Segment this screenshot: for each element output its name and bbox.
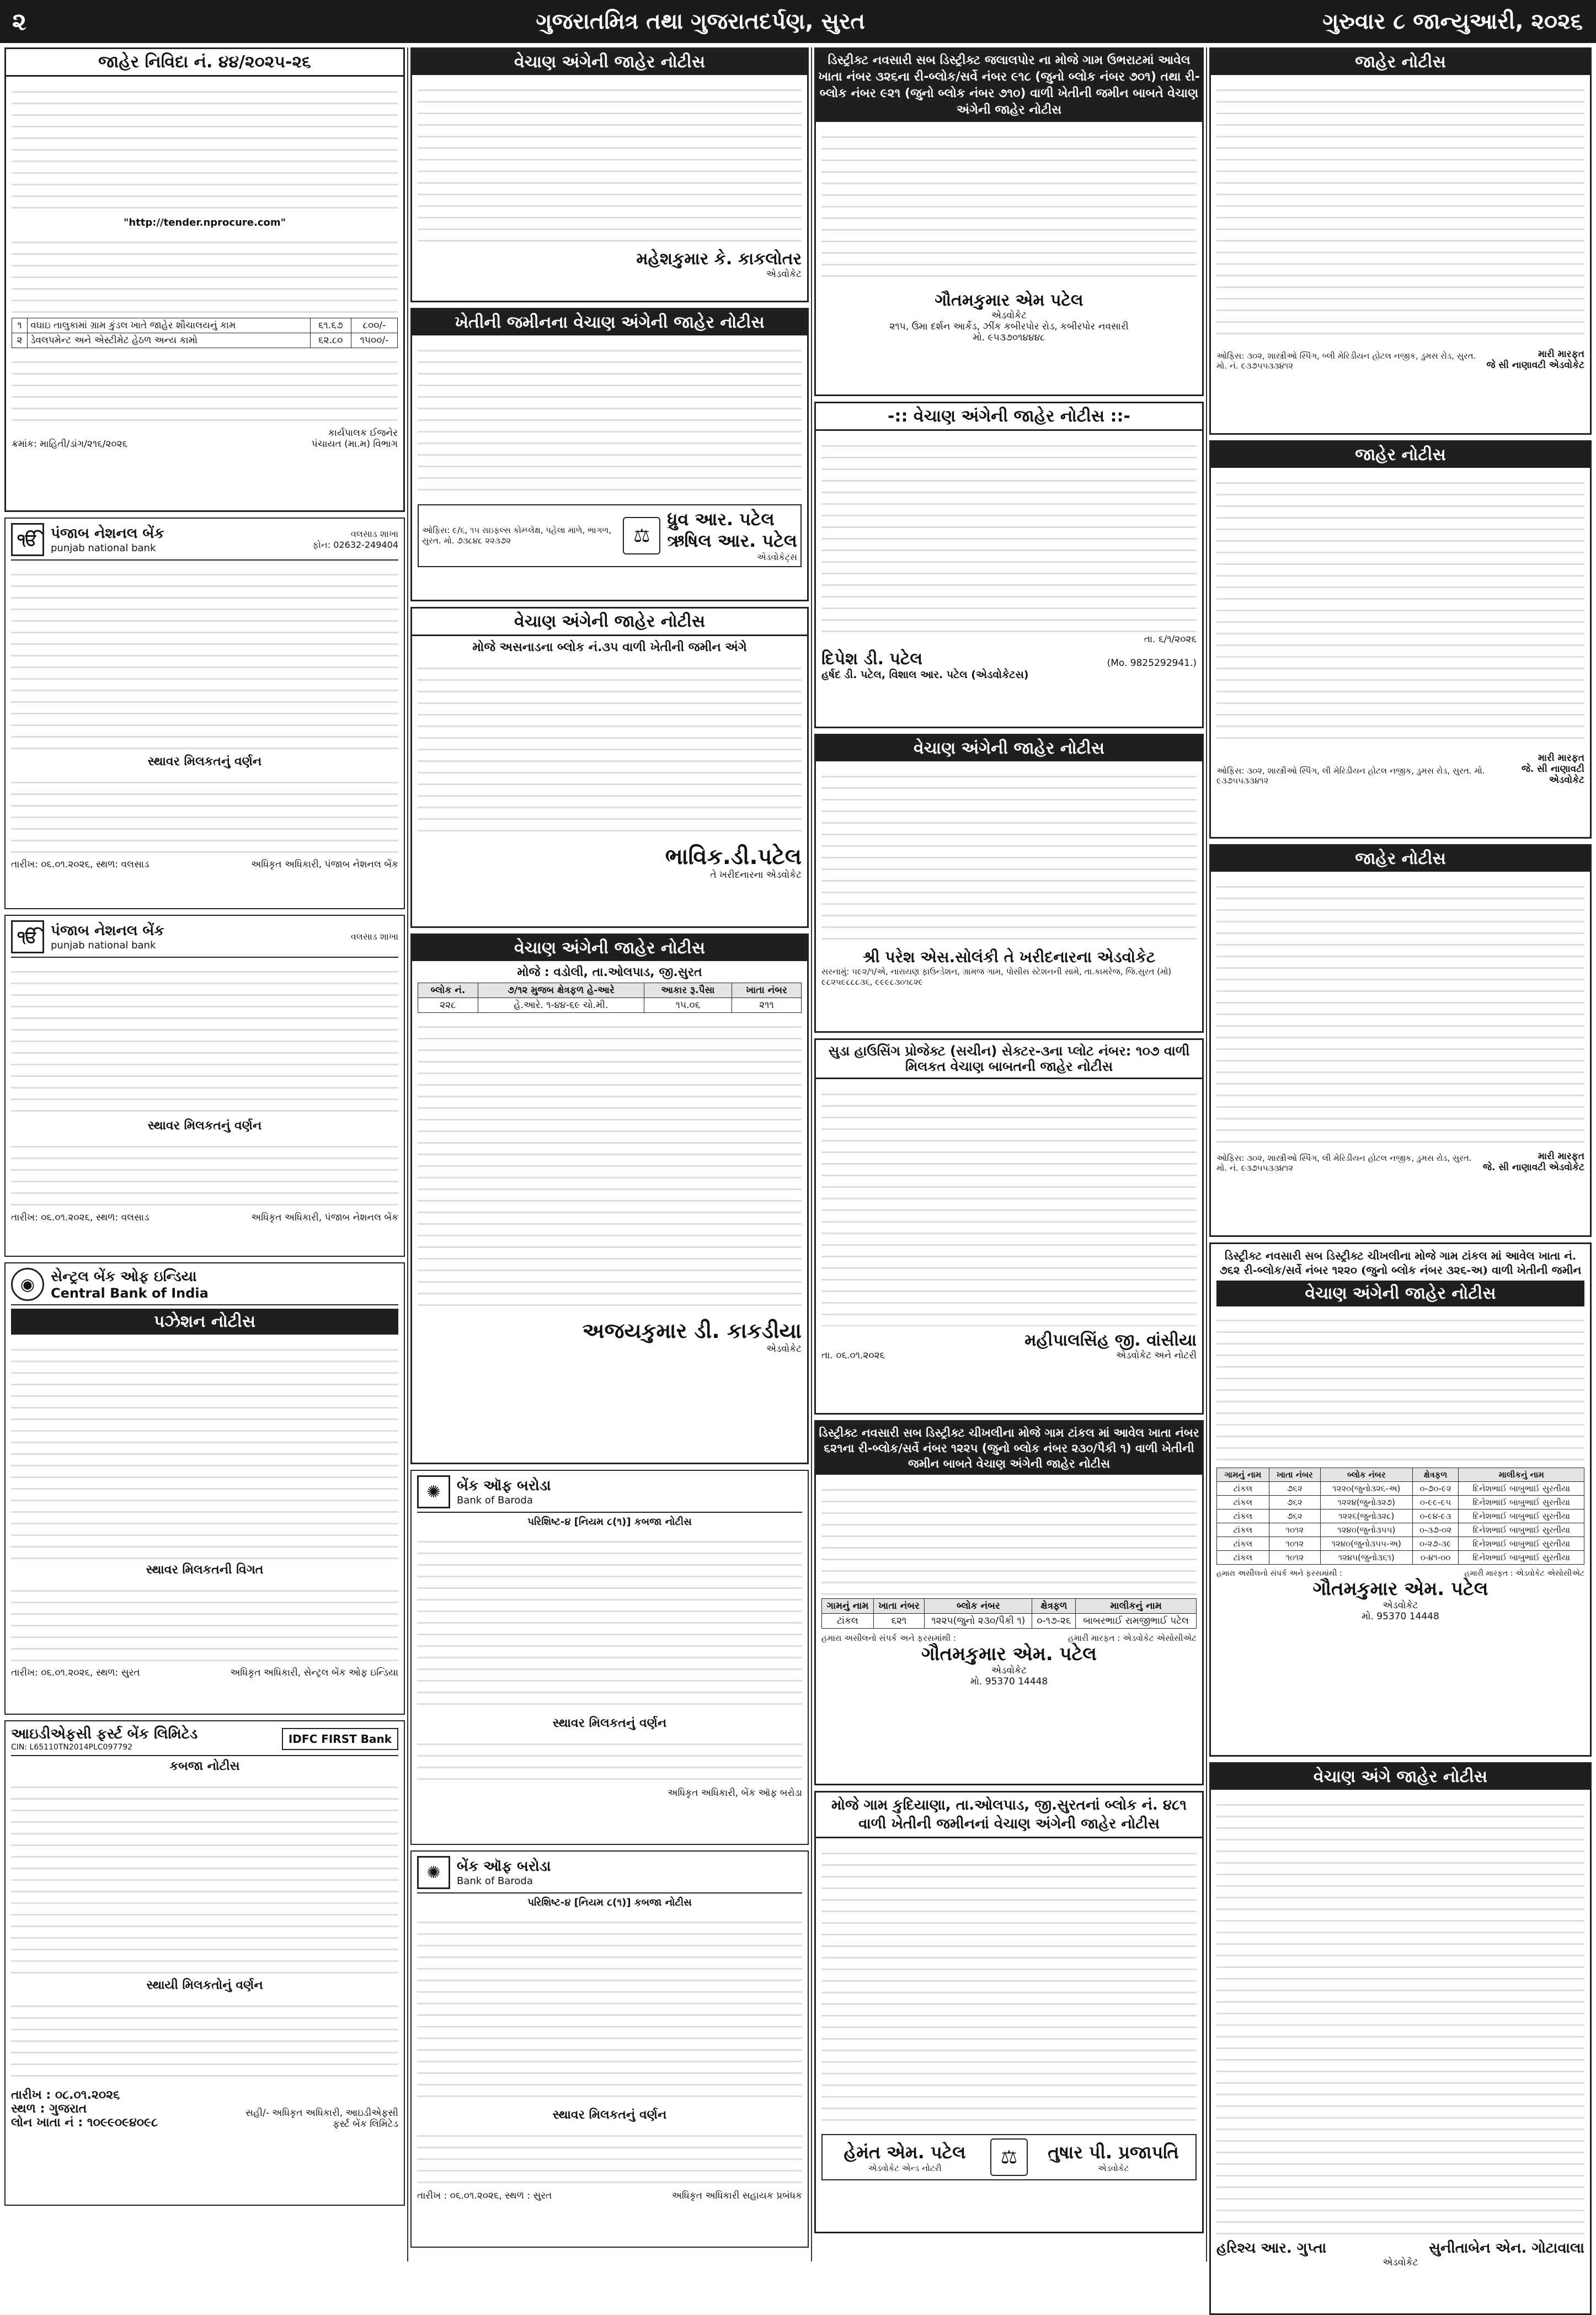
sale-notice-1 (410, 47, 809, 302)
table-cell: ટાંકલ (1217, 1551, 1269, 1565)
table-cell: હે.આરે. ૧-૪૪-૬૯ ચો.મી. (478, 998, 644, 1013)
land-notice-tankal (814, 1420, 1204, 1785)
bank-name-en: Bank of Baroda (457, 1495, 533, 1506)
notice-signature (1216, 2240, 1584, 2257)
office-address: ઓફિસ: ૩૦૨, શાસ્ત્રીઓ સ્પિંગ, લી મેરિડીયન હોટલ નજીક, ડુમસ રોડ, સુરત. મો. ૯૩૭૫૫૩૩૪૧૨ (1216, 766, 1485, 786)
lawyer-phone: (Mo. 9825292941.) (1107, 658, 1197, 669)
notice-title: -:: વેચાણ અંગેની જાહેર નોટીસ ::- (816, 403, 1202, 431)
tender-signature (12, 428, 398, 450)
lawyer-name: જે. સી નાણાવટી એડવોકેટ (1482, 1162, 1584, 1173)
column-rule (1206, 47, 1207, 2261)
cbi-signature (11, 1667, 398, 1678)
table-cell: ૦-૭૦-૯૨ (1412, 1482, 1459, 1496)
lawyer-role: તે ખરીદનારના એડવોકેટ (710, 870, 802, 881)
lawyer-address: ઓફિસ: ૯/૬, ૧૫ રાઇફલ્સ કોમ્પ્લેક્ષ, પહેલા માળે, ભાગળ, સુરત. મો. ૭૩૮૪૮ ૨૨૩૭૨ (422, 525, 612, 546)
table-header: ગામનું નામ (1217, 1468, 1269, 1482)
notice-title: જાહેર નોટીસ (1211, 49, 1590, 75)
pnb-property (11, 772, 398, 855)
notice-body (1216, 876, 1584, 1146)
bank-name: બેંક ઑફ બરોડા (457, 1858, 551, 1875)
lawyer-name: અજયકુમાર ડી. કાકડીયા (582, 1319, 802, 1343)
bank-name: સેન્ટ્રલ બેંક ઓફ ઇન્ડિયા (51, 1268, 197, 1285)
table-row (12, 333, 398, 348)
lawyer-name: ધ્રુવ આર. પટેલ (667, 509, 775, 530)
pnb2-sub: સ્થાવર મિલકતનું વર્ણન (147, 1119, 262, 1133)
lawyer-name: હરિશ્ચ આર. ગુપ્તા (1216, 2240, 1327, 2257)
pnb2-officer: અધિકૃત અધિકારી, પંજાબ નેશનલ બેંક (251, 1212, 398, 1223)
suda-notice (814, 1038, 1204, 1415)
notice-title: ખેતીની જમીનના વેચાણ અંગેની જાહેર નોટીસ (412, 310, 807, 335)
sign-left: હમારા અસીલનો સંપર્ક અને ફરસમાંથી : (1216, 1569, 1342, 1578)
column-3 (814, 47, 1204, 2261)
notice-signature (418, 249, 802, 280)
notice-signature (1216, 1151, 1584, 1173)
column-2 (410, 47, 809, 2261)
table-header-row (1217, 1468, 1584, 1482)
table-cell: દિનેશભાઈ બાબુભાઈ સુરતીયા (1459, 1551, 1584, 1565)
table-header: ખાતા નંબર (732, 983, 801, 998)
notice-title: મોજે ગામ કુદિયાણા, તા.ઓલપાડ, જી.સુરતનાં બ્લોક નં. ૪૮૧ વાળી ખેતીની જમીનનાં વેચાણ અંગેની જાહેર નોટીસ (816, 1793, 1202, 1838)
notice-title: સુડા હાઉસિંગ પ્રોજેક્ટ (સચીન) સેક્ટર-૩ના પ્લોટ નંબર: ૧૦૭ વાળી મિલકત વેચાણ બાબતની જાહેર નોટીસ (816, 1040, 1202, 1079)
table-cell: દિનેશભાઈ બાબુભાઈ સુરતીયા (1459, 1537, 1584, 1551)
idfc-loan: લોન ખાતા નં : ૧૦૯૯૦૯૪૦૯૮ (11, 2116, 158, 2130)
sale-notice-c4-5 (1209, 1762, 1592, 2315)
notice-signature (821, 649, 1197, 669)
bank-branch: વલસાડ શાખા (350, 529, 398, 539)
table-header: બ્લોક નં. (418, 983, 478, 998)
notice-body (821, 1479, 1197, 1595)
pnb-logo-icon: ੴ (11, 523, 44, 556)
sale-notice-4 (410, 934, 809, 1464)
table-header: ખાતા નંબર (1269, 1468, 1320, 1482)
lawyer-address: સરનામું: ૫૯૨/૧/એ, નારાયણ ફાઉન્ડેશન, ગ્રામજ ગામ, પોસીસ સ્ટેશનની સામે, તા.કામરેજ, જિ.સુરત (મો) ૯૮૨૫૯૮૮૮૩૬, ૯૯૯૮૩૦૧૮૨૯ (821, 967, 1172, 987)
table-cell: ટાંકલ (1217, 1509, 1269, 1523)
table-cell: ૭૬૨ (1269, 1496, 1320, 1509)
notice-title: જાહેર નોટીસ (1211, 442, 1590, 468)
column-4 (1209, 47, 1592, 2268)
notice-signature (821, 1633, 1197, 1643)
table-header: માલીકનું નામ (1459, 1468, 1584, 1482)
pnb-officer: અધિકૃત અધિકારી, પંજાબ નેશનલ બેંક (251, 859, 398, 870)
notice-title: વેચાણ અંગેની જાહેર નોટીસ (412, 935, 807, 961)
table-cell: ૭૬૨ (1269, 1482, 1320, 1496)
table-header-row (822, 1599, 1197, 1614)
sign-right: હમારી મારફત : એડવોકેટ એસોસીએટ (1068, 1633, 1197, 1643)
idfc-date: તારીખ : ૦૮.૦૧.૨૦૨૬ (11, 2088, 120, 2102)
bob2-title: પરિશિષ્ટ-૪ [નિયમ ૮(૧)] કબજા નોટીસ (527, 1897, 692, 1908)
lawyer-role: એડવોકેટ (1383, 1600, 1418, 1611)
notice-body (1216, 472, 1584, 748)
lawyer-name-2: ઋષિલ આર. પટેલ (667, 530, 797, 551)
table-cell: ૧ (12, 318, 28, 333)
column-rule (407, 47, 408, 2261)
bank-header (11, 1268, 398, 1305)
land-notice-ubharat (814, 47, 1204, 396)
bank-name-en: punjab national bank (51, 940, 156, 951)
tender-dept: પંચાયત (મા.મ) વિભાગ (311, 439, 398, 450)
lawyer-name: જે. સી નાણાવટી એડવોકેટ (1521, 764, 1584, 786)
bank-branch: વલસાડ શાખા (350, 931, 398, 942)
sale-notice-c3-2 (814, 402, 1204, 728)
cbi-body (11, 1339, 398, 1560)
office-address: ઓફિસ: ૩૦૨, શાસ્ત્રીઓ સ્પિંગ, લી મેરિડીયન હોટલ નજીક, ડુમસ રોડ, સુરત. (1216, 1153, 1472, 1163)
lawyer-role: મારી મારફત (1538, 349, 1584, 360)
table-row (1217, 1537, 1584, 1551)
idfc-signature (11, 2088, 398, 2130)
page-number: ૨ (12, 7, 26, 36)
sale-notice-c3-3 (814, 734, 1204, 1033)
lawyer-role-2: એડવોકેટ (1097, 2163, 1129, 2173)
lawyer-role: એડવોકેટ (766, 269, 802, 280)
bob2-sub: સ્થાવર મિલકતનું વર્ણન (552, 2108, 667, 2122)
table-row (418, 998, 802, 1013)
table-row (822, 1614, 1197, 1629)
sale-notice-3 (410, 607, 809, 928)
table-cell: ૧૫૦૦/- (351, 333, 397, 348)
table-cell: ૦-૯૯-૯૫ (1412, 1496, 1459, 1509)
notice-body (418, 340, 802, 500)
table-cell: ૬૧.૬૭ (310, 318, 351, 333)
notice-title: વેચાણ અંગેની જાહેર નોટીસ (412, 609, 807, 636)
bank-header (417, 1856, 802, 1893)
table-row (1217, 1551, 1584, 1565)
table-header: બ્લોક નંબર (925, 1599, 1032, 1614)
table-cell: ૧૫.૦૬ (644, 998, 732, 1013)
notice-title: વેચાણ અંગેની જાહેર નોટીસ (816, 735, 1202, 761)
notice-title: વેચાણ અંગેની જાહેર નોટીસ (412, 49, 807, 75)
bob2-body (417, 1912, 802, 2105)
bob2-officer: અધિકૃત અધિકારી સહાયક પ્રબંધક (671, 2190, 802, 2201)
cbi-sub: સ્થાવર મિલકતની વિગત (146, 1563, 264, 1577)
table-cell: ૬૨૧ (873, 1614, 924, 1629)
notice-body (1216, 1310, 1584, 1464)
lawyer-phone: મો. ૯૫૩૭૦૧૪૪૪૮ (973, 332, 1045, 343)
lawyer-role: એડવોકેટ (991, 1665, 1027, 1676)
bob-signature (417, 1788, 802, 1799)
notice-body (821, 766, 1197, 948)
lawyer-name: ગૌતમકુમાર એમ. પટેલ (1312, 1578, 1488, 1600)
issue-date: ગુરુવાર ૮ જાન્યુઆરી, ૨૦૨૬ (1322, 9, 1583, 34)
bob-property (417, 1733, 802, 1783)
lawyer-role: એડવોકેટ (1383, 2257, 1418, 2268)
lawyer-name: ભાવિક.ડી.પટેલ (665, 844, 802, 870)
notice-signature (821, 1331, 1197, 1361)
pnb2-property (11, 1136, 398, 1208)
table-cell: ડેવલપમેન્ટ અને એસ્ટીમેટ હેઠળ અન્ય કામો (28, 333, 311, 348)
public-notice-3 (1209, 844, 1592, 1237)
tender-ref: ક્રમાંક: માહિતી/ડાંગ/૨૧૬/૨૦૨૬ (12, 439, 128, 450)
scales-icon: ⚖ (990, 2138, 1028, 2176)
pnb-body (11, 564, 398, 751)
column-rule (811, 47, 812, 2261)
lawyer-role: એડવોકેટ અને નોટરી (1116, 1350, 1197, 1361)
lawyer-name: જે સી નાણાવટી એડવોકેટ (1486, 360, 1584, 371)
idfc-property (11, 1996, 398, 2084)
table-cell: દિનેશભાઈ બાબુભાઈ સુરતીયા (1459, 1523, 1584, 1537)
notice-body (418, 1016, 802, 1314)
bank-name: પંજાબ નેશનલ બેંક (51, 922, 164, 939)
bank-header (417, 1475, 802, 1513)
bank-name: બેંક ઑફ બરોડા (457, 1477, 551, 1494)
lawyer-name-2: હર્ષદ ડી. પટેલ, વિશાલ આર. પટેલ (એડવોકેટસ) (821, 669, 1029, 681)
tender-authority: કાર્યપાલક ઈજનેર (328, 428, 398, 439)
sale-notice-2 (410, 308, 809, 601)
bob-logo-icon: ✺ (417, 1856, 450, 1889)
table-header: ગામનું નામ (822, 1599, 874, 1614)
masthead (0, 0, 1596, 43)
notice-signature (1216, 349, 1584, 371)
table-row (1217, 1496, 1584, 1509)
lawyer-name: દિપેશ ડી. પટેલ (821, 649, 923, 669)
notice-body (418, 658, 802, 840)
sign-left: હમારા અસીલનો સંપર્ક અને ફરસમાંથી : (821, 1633, 956, 1643)
table-header: ક્ષેત્રફળ (1412, 1468, 1459, 1482)
cbi-property (11, 1580, 398, 1663)
table-cell: ૭૬૨ (1269, 1509, 1320, 1523)
table-cell: ટાંકલ (1217, 1496, 1269, 1509)
bob2-signature (417, 2190, 802, 2201)
table-cell: ૨ (12, 333, 28, 348)
table-cell: ટાંકલ (1217, 1482, 1269, 1496)
office-address: ઓફિસ: ૩૦૨, શાસ્ત્રીઓ સ્પિંગ, બ્લી મેરિડીયન હોટલ નજીક, ડુમસ રોડ, સુરત. (1216, 351, 1476, 361)
notice-signature (1216, 1569, 1584, 1578)
table-header-row (418, 983, 802, 998)
table-cell: ૦-૨૭-૩૯ (1412, 1537, 1459, 1551)
land-table (418, 983, 802, 1013)
pnb-notice-1 (4, 518, 405, 909)
bank-header (11, 1726, 398, 1756)
lawyer-name: ગૌતમકુમાર એમ. પટેલ (921, 1643, 1097, 1665)
pnb-sub: સ્થાવર મિલકતનું વર્ણન (147, 755, 262, 769)
bob-body (417, 1531, 802, 1713)
tender-website: "http://tender.nprocure.com" (123, 217, 286, 228)
cbi-date: તારીખ: ૦૬.૦૧.૨૦૨૬, સ્થળ: સુરત (11, 1667, 140, 1678)
land-table (821, 1598, 1197, 1629)
tender-body-3 (12, 351, 398, 423)
table-cell: ૧૨૨૬(જુનો૩૨૮) (1321, 1509, 1413, 1523)
table-header: ખાતા નંબર (873, 1599, 924, 1614)
idfc-sub: સ્થાયી મિલકતોનું વર્ણન (146, 1978, 263, 1992)
table-cell: ૦-૧૭-૨૬ (1032, 1614, 1076, 1629)
bob2-date: તારીખ : ૦૬.૦૧.૨૦૨૬, સ્થળ : સુરત (417, 2190, 552, 2201)
paper-name: ગુજરાતમિત્ર તથા ગુજરાતદર્પણ, સુરત (536, 9, 866, 34)
lawyer-block (418, 504, 802, 567)
notice-sub: મોજે : વડોલી, તા.ઓલપાડ, જી.સુરત (517, 966, 702, 979)
table-cell: ૬૨.૮૦ (310, 333, 351, 348)
land-table (1216, 1468, 1584, 1565)
pnb-date: તારીખ: ૦૬.૦૧.૨૦૨૬, સ્થળ: વલસાડ (11, 859, 150, 870)
idfc-logo: IDFC FIRST Bank (282, 1728, 398, 1750)
cbi-title: પઝેશન નોટીસ (11, 1309, 398, 1335)
lawyer-name-2: સુનીતાબેન એન. ગોટાવાલા (1428, 2240, 1584, 2257)
table-cell: ૧૨૪૦(જુનો૩૫૫) (1321, 1523, 1413, 1537)
notice-signature (821, 291, 1197, 343)
table-cell: ૧૨૪૫(જુનો૩૬૧) (1321, 1551, 1413, 1565)
pnb-signature (11, 859, 398, 870)
lawyer-role: મારી મારફત (1538, 1151, 1584, 1162)
pnb-logo-icon: ੴ (11, 920, 44, 953)
notice-title: ડિસ્ટ્રીક્ટ નવસારી સબ ડિસ્ટ્રીક્ટ ચીખલીના મોજે ગામ ટાંકલ માં આવેલ ખાતા નંબર ૬૨૧ના રી-બ્લોક/સર્વે નંબર ૧૨૨૫ (જુનો બ્લોક નંબર ૨૩૦/પૈકી ૧) વાળી ખેતીની જમીન બાબતે વેચાણ અંગેની જાહેર નોટીસ (816, 1422, 1202, 1475)
lawyer-phone: મો. 95370 14448 (970, 1676, 1048, 1687)
bank-name: આઇડીએફસી ફર્સ્ટ બેંક લિમિટેડ (11, 1726, 198, 1742)
bob-officer: અધિકૃત અધિકારી, બેંક ઑફ બરોડા (668, 1788, 802, 1799)
table-cell: ૧૨૨૪(જુનો૩૨૭) (1321, 1496, 1413, 1509)
table-cell: ૧૦૧૨ (1269, 1537, 1320, 1551)
pnb2-date: તારીખ: ૦૬.૦૧.૨૦૨૬, સ્થળ: વલસાડ (11, 1212, 150, 1223)
table-cell: ૧૨૨૫(જુનો ૨૩૦/પૈકી ૧) (925, 1614, 1032, 1629)
lawyer-role: એડવોકેટ (991, 310, 1027, 321)
table-cell: ૨૧૧ (732, 998, 801, 1013)
notice-signature (418, 844, 802, 881)
bank-contact: ફોન: 02632-249404 (312, 540, 398, 550)
notice-title: વેચાણ અંગેની જાહેર નોટીસ (1216, 1281, 1584, 1306)
idfc-notice (4, 1720, 405, 2206)
lawyer-name: ગૌતમકુમાર એમ પટેલ (935, 291, 1083, 310)
cbi-notice (4, 1262, 405, 1715)
notice-title: ડિસ્ટ્રીક્ટ નવસારી સબ ડિસ્ટ્રીક્ટ જલાલપોર ના મોજે ગામ ઉભરાટમાં આવેલ ખાતા નંબર ૩૨૬ના રી-બ્લોક/સર્વે નંબર ૯૧૮ (જુનો બ્લોક નંબર ૭૦૧) તથા રી-બ્લોક નંબર ૯૨૧ (જુનો બ્લોક નંબર ૭૧૦) વાળી ખેતીની જમીન બાબતે વેચાણ અંગેની જાહેર નોટીસ (816, 49, 1202, 122)
land-notice-kudiyana (814, 1791, 1204, 2233)
notice-body (821, 126, 1197, 286)
tender-body-2 (12, 232, 398, 314)
column-1 (4, 47, 405, 2261)
lawyer-role: એડવોકેટ (766, 1343, 802, 1354)
lawyer-name: મહીપાલસિંહ જી. વાંસીયા (1024, 1331, 1197, 1350)
table-cell: બાબરભાઈ રામજીભાઈ પટેલ (1076, 1614, 1197, 1629)
lawyer-block (821, 2134, 1197, 2180)
table-cell: ૦-૩૭-૦૨ (1412, 1523, 1459, 1537)
table-header: ક્ષેત્રફળ (1032, 1599, 1076, 1614)
notice-signature (1216, 753, 1584, 786)
office-phone: મો. નં. ૯૩૭૫૫૩૩૪૧૨ (1216, 1163, 1294, 1173)
table-cell: દિનેશભાઈ બાબુભાઈ સુરતીયા (1459, 1496, 1584, 1509)
lawyer-role: એડવોકેટ્સ (756, 552, 797, 562)
notice-body (1216, 79, 1584, 344)
bank-name: પંજાબ નેશનલ બેંક (51, 525, 164, 542)
bob-notice-1 (410, 1470, 809, 1845)
bob-sub: સ્થાવર મિલકતનું વર્ણન (552, 1716, 667, 1730)
table-header: આકાર રૂ.પૈસા (644, 983, 732, 998)
land-notice-tankal-2 (1209, 1242, 1592, 1757)
bank-cin: CIN: L65110TN2014PLC097792 (11, 1743, 132, 1752)
tender-body (12, 81, 398, 214)
table-cell: દિનેશભાઈ બાબુભાઈ સુરતીયા (1459, 1482, 1584, 1496)
scales-icon: ⚖ (623, 517, 660, 554)
pnb2-body (11, 961, 398, 1116)
idfc-title: કબજા નોટીસ (169, 1759, 240, 1773)
notice-date: તા. ૦૬.૦૧.૨૦૨૬ (821, 1350, 885, 1361)
table-cell: ૧૨૨૦(જુનો૩૨૬-અ) (1321, 1482, 1413, 1496)
table-cell: ટાંકલ (1217, 1537, 1269, 1551)
notice-body (821, 435, 1197, 634)
bank-header (11, 920, 398, 958)
notice-body (418, 79, 802, 245)
bank-name-en: Bank of Baroda (457, 1875, 533, 1887)
cbi-officer: અધિકૃત અધિકારી, સેન્ટ્રલ બેંક ઓફ ઇન્ડિયા (230, 1667, 398, 1678)
idfc-body (11, 1777, 398, 1975)
table-row (1217, 1509, 1584, 1523)
lawyer-name: શ્રી પરેશ એસ.સોલંકી તે ખરીદનારના એડવોકેટ (862, 948, 1156, 966)
table-cell: ટાંકલ (1217, 1523, 1269, 1537)
lawyer-name-2: તુષાર પી. પ્રજાપતિ (1048, 2141, 1179, 2163)
pnb2-signature (11, 1212, 398, 1223)
sign-right: હમારી મારફત : એડવોકેટ એસોસીએટ (1464, 1569, 1584, 1578)
bob-title: પરિશિષ્ટ-૪ [નિયમ ૮(૧)] કબજા નોટીસ (527, 1516, 692, 1528)
lawyer-role: એડવોકેટ એન્ડ નોટરી (868, 2163, 942, 2173)
table-header: ૭/૧૨ મુજબ ક્ષેત્રફળ હે-આરે (478, 983, 644, 998)
table-row (1217, 1482, 1584, 1496)
table-cell: ૦-૯૪-૯૩ (1412, 1509, 1459, 1523)
tender-table (12, 318, 398, 348)
tender-notice (4, 47, 405, 512)
table-cell: ૦-૪૧-૦૦ (1412, 1551, 1459, 1565)
cbi-logo-icon: ◉ (11, 1268, 44, 1301)
table-cell: ૧૦૧૨ (1269, 1551, 1320, 1565)
table-header: બ્લોક નંબર (1321, 1468, 1413, 1482)
office-phone: મો. નં. ૯૩૭૫૫૩૩૪૧૨ (1216, 361, 1294, 371)
idfc-place: સ્થળ : ગુજરાત (11, 2102, 87, 2116)
bank-name-en: Central Bank of India (51, 1285, 209, 1301)
lawyer-phone: મો. 95370 14448 (1362, 1611, 1439, 1622)
public-notice-2 (1209, 440, 1592, 839)
bank-header (11, 523, 398, 561)
notice-body (1216, 1794, 1584, 2236)
table-row (12, 318, 398, 333)
pnb-notice-2 (4, 915, 405, 1257)
notice-date: તા. ૬/૧/૨૦૨૬ (1144, 634, 1197, 645)
lawyer-name: મહેશકુમાર કે. કાકલોતર (636, 249, 802, 269)
table-cell: ટાંકલ (822, 1614, 874, 1629)
table-cell: દિનેશભાઈ બાબુભાઈ સુરતીયા (1459, 1509, 1584, 1523)
table-row (1217, 1523, 1584, 1537)
bob2-property (417, 2125, 802, 2186)
notice-signature (418, 1319, 802, 1354)
bob-logo-icon: ✺ (417, 1475, 450, 1508)
public-notice-1 (1209, 47, 1592, 435)
tender-title: જાહેર નિવિદા નં. ૪૪/૨૦૨૫-૨૬ (6, 49, 403, 77)
table-cell: ૮૦૦/- (351, 318, 397, 333)
bank-name-en: punjab national bank (51, 542, 156, 554)
notice-body (821, 1084, 1197, 1326)
notice-pre: ડિસ્ટ્રીક્ટ નવસારી સબ ડિસ્ટ્રીક્ટ ચીખલીના મોજે ગામ ટાંકલ માં આવેલ ખાતા નં. ૭૬૨ રી-બ્લોક/સર્વે નંબર ૧૨૨૦ (જુનો બ્લોક નંબર ૩૨૬-અ) વાળી ખેતીની જમીન (1219, 1249, 1582, 1277)
idfc-officer: સહી/- અધિકૃત અધિકારી, આઇડીએફસી ફર્સ્ટ બેંક લિમિટેડ (245, 2108, 398, 2130)
lawyer-address: ૨૧૫, ઉમા દર્શન આર્કેડ, ઝીંક કબીરપોર રોડ, કબીરપોર નવસારી (889, 321, 1129, 332)
table-cell: ૧૨૪૦(જુનો૩૫૫-અ) (1321, 1537, 1413, 1551)
table-cell: વઘાઇ તાલુકામાં ગ્રામ કુંડલ ખાતે જાહેર શૌચાલયનું કામ (28, 318, 311, 333)
table-header: માલીકનું નામ (1076, 1599, 1197, 1614)
lawyer-role: મારી મારફત (1538, 753, 1584, 764)
notice-title: જાહેર નોટીસ (1211, 846, 1590, 872)
table-cell: ૧૦૧૨ (1269, 1523, 1320, 1537)
lawyer-name: હેમંત એમ. પટેલ (844, 2141, 966, 2163)
bob-notice-2 (410, 1850, 809, 2248)
notice-body (821, 1843, 1197, 2130)
notice-title: વેચાણ અંગે જાહેર નોટીસ (1211, 1764, 1590, 1790)
notice-sub: મોજે અસનાડના બ્લોક નં.૩૫ વાળી ખેતીની જમીન અંગે (472, 641, 747, 654)
table-cell: ૨૨૮ (418, 998, 478, 1013)
